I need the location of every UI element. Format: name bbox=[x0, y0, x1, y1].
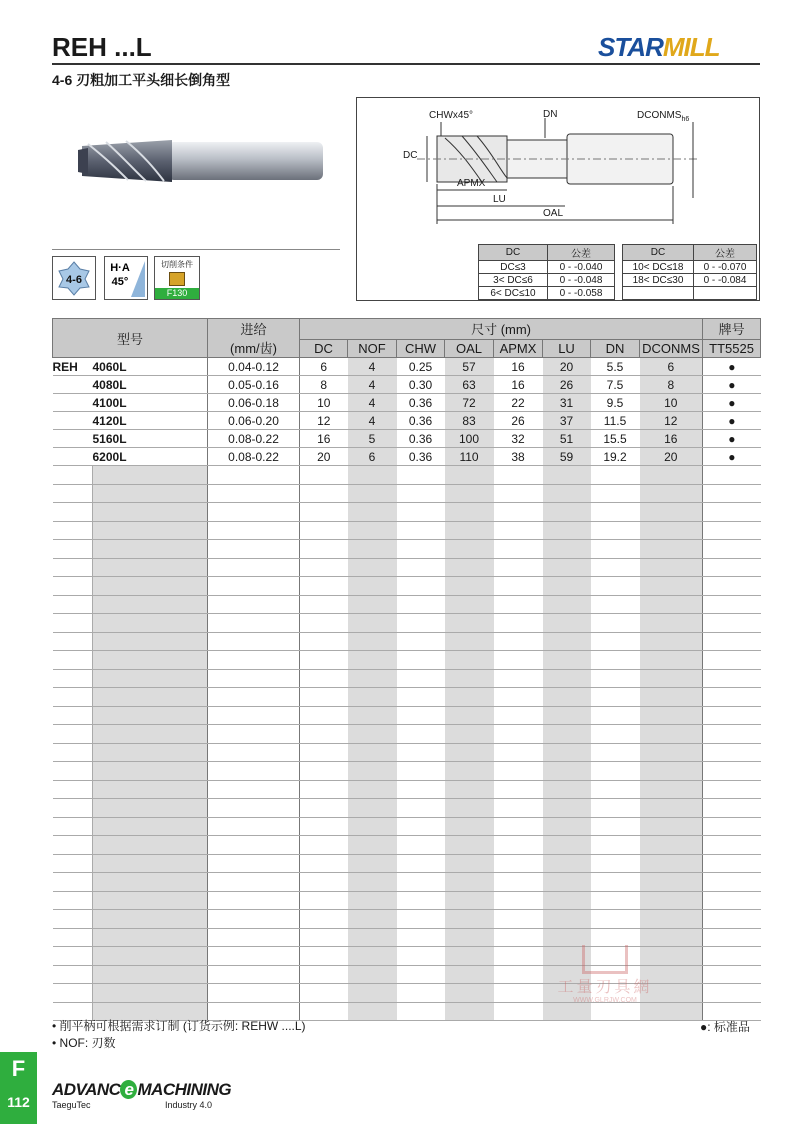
empty-row bbox=[53, 669, 761, 688]
stock-mark: ● bbox=[703, 394, 761, 412]
feed-cell: 0.06-0.18 bbox=[208, 394, 300, 412]
col-lu: LU bbox=[543, 339, 591, 357]
product-table bbox=[52, 318, 760, 1021]
series-prefix bbox=[53, 430, 93, 448]
empty-row bbox=[53, 595, 761, 614]
model-cell: 6200L bbox=[93, 448, 208, 466]
model-cell: 4120L bbox=[93, 412, 208, 430]
header-dimensions: 尺寸 (mm) bbox=[300, 319, 703, 340]
empty-row bbox=[53, 780, 761, 799]
empty-row bbox=[53, 873, 761, 892]
cell-lu: 51 bbox=[543, 430, 591, 448]
empty-row bbox=[53, 651, 761, 670]
empty-row bbox=[53, 762, 761, 781]
cell-lu: 20 bbox=[543, 358, 591, 376]
table-row bbox=[53, 376, 761, 394]
cell-nof: 4 bbox=[348, 376, 397, 394]
helix-angle-icon bbox=[104, 256, 148, 300]
svg-text:45°: 45° bbox=[111, 276, 129, 288]
empty-row bbox=[53, 540, 761, 559]
empty-row bbox=[53, 484, 761, 503]
empty-row bbox=[53, 706, 761, 725]
cell-dn: 15.5 bbox=[591, 430, 640, 448]
cell-lu: 26 bbox=[543, 376, 591, 394]
cell-chw: 0.30 bbox=[397, 376, 445, 394]
cell-lu: 59 bbox=[543, 448, 591, 466]
cell-oal: 72 bbox=[445, 394, 494, 412]
empty-row bbox=[53, 577, 761, 596]
cell-dc: 10 bbox=[300, 394, 348, 412]
series-prefix bbox=[53, 448, 93, 466]
cell-dn: 9.5 bbox=[591, 394, 640, 412]
empty-row bbox=[53, 558, 761, 577]
series-prefix: REH bbox=[53, 358, 93, 376]
empty-row bbox=[53, 799, 761, 818]
svg-text:H·A: H·A bbox=[110, 262, 130, 274]
empty-row bbox=[53, 928, 761, 947]
empty-row bbox=[53, 521, 761, 540]
cell-dc: 12 bbox=[300, 412, 348, 430]
cell-chw: 0.36 bbox=[397, 412, 445, 430]
oal-label: OAL bbox=[543, 208, 564, 219]
cell-dn: 7.5 bbox=[591, 376, 640, 394]
note-flat-shank: • 削平柄可根据需求订制 (订货示例: REHW ....L) bbox=[52, 1019, 306, 1033]
col-dc: DC bbox=[300, 339, 348, 357]
stock-mark: ● bbox=[703, 448, 761, 466]
cell-oal: 63 bbox=[445, 376, 494, 394]
flute-count-icon bbox=[52, 256, 96, 300]
cell-lu: 37 bbox=[543, 412, 591, 430]
model-cell: 4100L bbox=[93, 394, 208, 412]
photo-divider bbox=[52, 249, 340, 250]
cell-nof: 4 bbox=[348, 358, 397, 376]
col-chw: CHW bbox=[397, 339, 445, 357]
cell-dconms: 8 bbox=[640, 376, 703, 394]
chw-label: CHWx45° bbox=[429, 110, 474, 121]
cell-dc: 16 bbox=[300, 430, 348, 448]
empty-row bbox=[53, 725, 761, 744]
table-row bbox=[53, 394, 761, 412]
cell-nof: 6 bbox=[348, 448, 397, 466]
cell-dconms: 12 bbox=[640, 412, 703, 430]
cell-dc: 6 bbox=[300, 358, 348, 376]
empty-row bbox=[53, 836, 761, 855]
cell-apmx: 16 bbox=[494, 376, 543, 394]
footnotes bbox=[52, 1018, 306, 1052]
starmill-logo: STARMILL bbox=[598, 32, 720, 62]
cell-dconms: 6 bbox=[640, 358, 703, 376]
end-mill-photo bbox=[68, 130, 328, 190]
col-grade-tt5525: TT5525 bbox=[703, 339, 761, 357]
model-cell: 4060L bbox=[93, 358, 208, 376]
dc-label: DC bbox=[403, 150, 418, 161]
series-prefix bbox=[53, 376, 93, 394]
page-subtitle: 4-6 刃粗加工平头细长倒角型 bbox=[52, 72, 231, 88]
table-row bbox=[53, 412, 761, 430]
cell-dc: 20 bbox=[300, 448, 348, 466]
col-dn: DN bbox=[591, 339, 640, 357]
cell-oal: 83 bbox=[445, 412, 494, 430]
svg-text:4-6: 4-6 bbox=[66, 274, 82, 286]
tolerance-table-right: DC 公差 10< DC≤18 0 - -0.070 18< DC≤30 0 - -0.084 bbox=[622, 244, 757, 300]
series-prefix bbox=[53, 412, 93, 430]
cell-apmx: 16 bbox=[494, 358, 543, 376]
cell-oal: 100 bbox=[445, 430, 494, 448]
header-grade: 牌号 bbox=[703, 319, 761, 340]
empty-row bbox=[53, 910, 761, 929]
table-row bbox=[53, 448, 761, 466]
cell-dn: 19.2 bbox=[591, 448, 640, 466]
cell-oal: 110 bbox=[445, 448, 494, 466]
cell-nof: 5 bbox=[348, 430, 397, 448]
cell-apmx: 26 bbox=[494, 412, 543, 430]
feed-cell: 0.08-0.22 bbox=[208, 448, 300, 466]
feed-cell: 0.08-0.22 bbox=[208, 430, 300, 448]
col-apmx: APMX bbox=[494, 339, 543, 357]
header-model: 型号 bbox=[53, 319, 208, 358]
cell-dn: 11.5 bbox=[591, 412, 640, 430]
lu-label: LU bbox=[493, 194, 506, 205]
cutting-conditions-icon: 切削条件 F130 bbox=[154, 256, 200, 300]
cell-apmx: 32 bbox=[494, 430, 543, 448]
empty-row bbox=[53, 466, 761, 485]
empty-row bbox=[53, 503, 761, 522]
empty-row bbox=[53, 743, 761, 762]
dn-label: DN bbox=[543, 109, 558, 120]
feed-cell: 0.06-0.20 bbox=[208, 412, 300, 430]
cell-chw: 0.36 bbox=[397, 448, 445, 466]
watermark-logo: 工量刃具網 WWW.GLRJW.COM bbox=[520, 945, 690, 1005]
advance-machining-logo: ADVANC e MACHINING TaeguTec Industry 4.0 bbox=[52, 1080, 232, 1110]
col-oal: OAL bbox=[445, 339, 494, 357]
cell-chw: 0.25 bbox=[397, 358, 445, 376]
dimension-diagram bbox=[356, 97, 760, 301]
stock-legend: ●: 标准品 bbox=[700, 1020, 750, 1034]
cell-dconms: 16 bbox=[640, 430, 703, 448]
dconms-label: $DCONMS_{h6}$ bbox=[637, 110, 690, 123]
empty-row bbox=[53, 632, 761, 651]
empty-row bbox=[53, 891, 761, 910]
stock-mark: ● bbox=[703, 412, 761, 430]
empty-row bbox=[53, 854, 761, 873]
col-nof: NOF bbox=[348, 339, 397, 357]
cell-dn: 5.5 bbox=[591, 358, 640, 376]
col-dconms: DCONMS bbox=[640, 339, 703, 357]
cell-chw: 0.36 bbox=[397, 394, 445, 412]
cell-dconms: 20 bbox=[640, 448, 703, 466]
page-section-tab: F 112 bbox=[0, 1052, 37, 1124]
cell-dconms: 10 bbox=[640, 394, 703, 412]
series-prefix bbox=[53, 394, 93, 412]
cell-apmx: 38 bbox=[494, 448, 543, 466]
cell-nof: 4 bbox=[348, 394, 397, 412]
feed-cell: 0.04-0.12 bbox=[208, 358, 300, 376]
empty-row bbox=[53, 817, 761, 836]
stock-mark: ● bbox=[703, 430, 761, 448]
empty-row bbox=[53, 614, 761, 633]
apmx-label: APMX bbox=[457, 178, 486, 189]
header-feed: 进给 (mm/齿) bbox=[208, 319, 300, 358]
table-row bbox=[53, 430, 761, 448]
feed-cell: 0.05-0.16 bbox=[208, 376, 300, 394]
stock-mark: ● bbox=[703, 358, 761, 376]
cell-nof: 4 bbox=[348, 412, 397, 430]
note-nof: • NOF: 刃数 bbox=[52, 1036, 116, 1050]
cell-lu: 31 bbox=[543, 394, 591, 412]
empty-row bbox=[53, 688, 761, 707]
table-row bbox=[53, 358, 761, 376]
model-cell: 5160L bbox=[93, 430, 208, 448]
cell-oal: 57 bbox=[445, 358, 494, 376]
stock-mark: ● bbox=[703, 376, 761, 394]
page-title: REH ...L bbox=[52, 32, 152, 62]
cell-dc: 8 bbox=[300, 376, 348, 394]
cell-apmx: 22 bbox=[494, 394, 543, 412]
header-divider bbox=[52, 63, 760, 65]
model-cell: 4080L bbox=[93, 376, 208, 394]
cell-chw: 0.36 bbox=[397, 430, 445, 448]
tolerance-table-left: DC 公差 DC≤3 0 - -0.040 3< DC≤6 0 - -0.048 6< DC≤10 0 - -0.058 bbox=[478, 244, 615, 300]
